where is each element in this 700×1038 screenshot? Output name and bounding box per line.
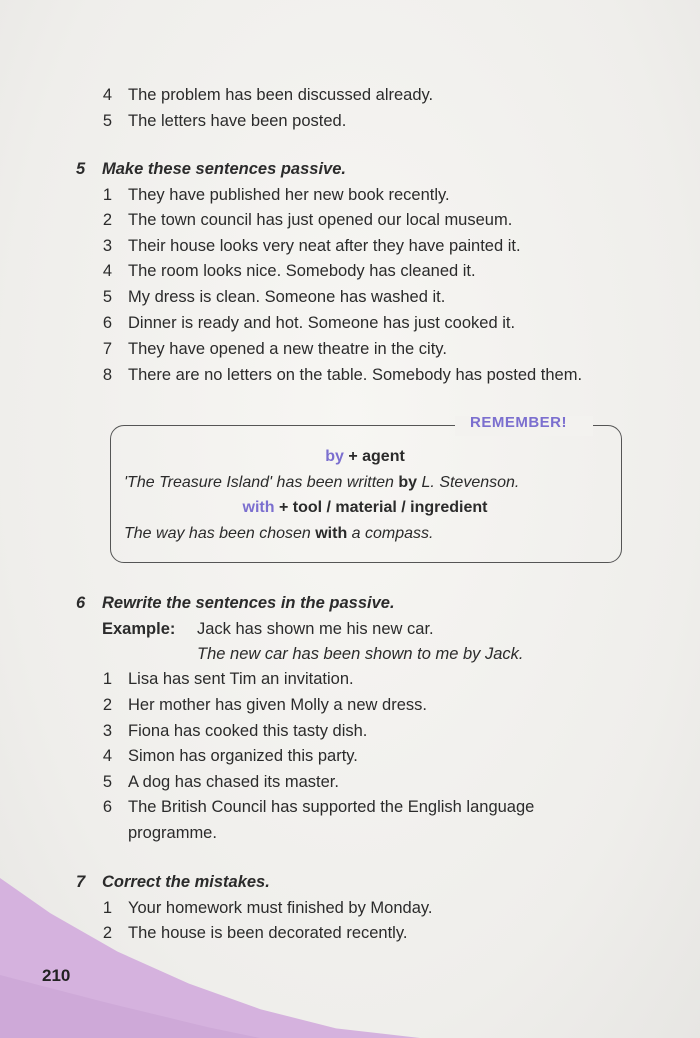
- item-number: 1: [102, 899, 112, 917]
- rule-by-agent: [110, 446, 620, 468]
- item-text: Simon has organized this party.: [128, 747, 358, 765]
- item-number: 2: [102, 924, 112, 942]
- item-text: The letters have been posted.: [128, 112, 347, 130]
- rule-text: + tool / material / ingredient: [278, 499, 488, 516]
- item-number: 3: [102, 237, 112, 255]
- item-text: The British Council has supported the English language: [128, 798, 535, 816]
- exercise-number: 5: [76, 160, 86, 178]
- exercise-number: 6: [76, 594, 86, 612]
- example-keyword: by: [398, 474, 418, 491]
- example-text: a compass.: [347, 525, 434, 542]
- item-number: 4: [102, 262, 112, 280]
- item-text: Her mother has given Molly a new dress.: [128, 696, 427, 714]
- item-text: The problem has been discussed already.: [128, 86, 434, 104]
- item-number: 6: [102, 314, 112, 332]
- item-text: Their house looks very neat after they have painted it.: [128, 237, 521, 255]
- item-text: Lisa has sent Tim an invitation.: [128, 670, 354, 688]
- remember-title: REMEMBER!: [470, 414, 567, 431]
- item-number: 2: [102, 211, 112, 229]
- example-answer: The new car has been shown to me by Jack.: [197, 645, 524, 663]
- example-text: The way has been chosen: [124, 525, 316, 542]
- item-number: 2: [102, 696, 112, 714]
- rule-text: + agent: [348, 448, 405, 465]
- item-text: Your homework must finished by Monday.: [128, 899, 433, 917]
- item-text: Fiona has cooked this tasty dish.: [128, 722, 368, 740]
- item-number: 4: [102, 747, 112, 765]
- item-text: The town council has just opened our local museum.: [128, 211, 513, 229]
- item-text: My dress is clean. Someone has washed it.: [128, 288, 446, 306]
- exercise-title: Rewrite the sentences in the passive.: [102, 594, 395, 612]
- item-number: 8: [102, 366, 112, 384]
- item-text: They have published her new book recently.: [128, 186, 450, 204]
- item-text: There are no letters on the table. Somebody has posted them.: [128, 366, 583, 384]
- item-number: 5: [102, 288, 112, 306]
- exercise-number: 7: [76, 873, 86, 891]
- item-number: 3: [102, 722, 112, 740]
- item-number: 6: [102, 798, 112, 816]
- item-number: 5: [102, 112, 112, 130]
- rule-with-tool: [110, 497, 620, 519]
- item-text: They have opened a new theatre in the city.: [128, 340, 447, 358]
- example-sentence: Jack has shown me his new car.: [197, 620, 434, 638]
- keyword-by: by: [325, 448, 344, 465]
- item-number: 1: [102, 670, 112, 688]
- item-text: Dinner is ready and hot. Someone has just cooked it.: [128, 314, 516, 332]
- example-keyword: with: [315, 525, 348, 542]
- exercise-title: Correct the mistakes.: [102, 873, 270, 891]
- item-number: 5: [102, 773, 112, 791]
- item-text: The house is been decorated recently.: [128, 924, 408, 942]
- item-text: A dog has chased its master.: [128, 773, 339, 791]
- item-text: programme.: [128, 824, 217, 842]
- item-number: 4: [102, 86, 112, 104]
- item-text: The room looks nice. Somebody has cleaned it.: [128, 262, 476, 280]
- item-number: 7: [102, 340, 112, 358]
- example-text: L. Stevenson.: [417, 474, 520, 491]
- page-number: 210: [42, 966, 71, 985]
- exercise-title: Make these sentences passive.: [102, 160, 346, 178]
- example-with: [124, 523, 434, 545]
- example-label: Example:: [102, 620, 176, 638]
- example-by: [124, 472, 519, 494]
- example-text: 'The Treasure Island' has been written: [124, 474, 399, 491]
- item-number: 1: [102, 186, 112, 204]
- keyword-with: with: [242, 499, 275, 516]
